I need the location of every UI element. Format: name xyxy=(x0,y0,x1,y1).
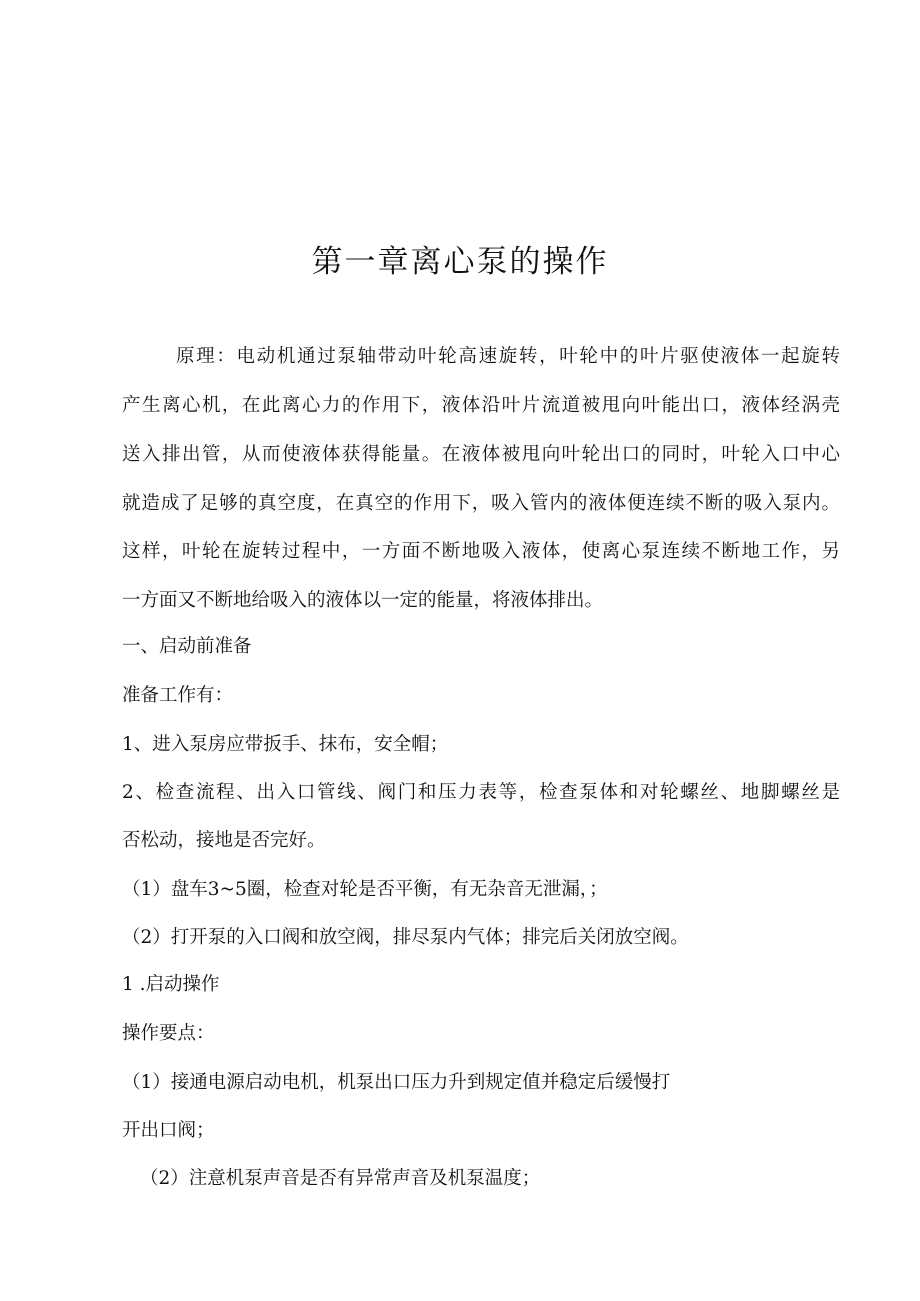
chapter-title: 第一章离心泵的操作 xyxy=(311,244,609,280)
prep-sub-item-1: （1）盘车3~5圈，检查对轮是否平衡，有无杂音无泄漏，； xyxy=(122,879,608,900)
section-heading-start: 1 .启动操作 xyxy=(122,974,220,995)
op-item-2: （2）注意机泵声音是否有异常声音及机泵温度； xyxy=(140,1168,541,1189)
principle-line-3: 送入排出管，从而使液体获得能量。在液体被甩向叶轮出口的同时，叶轮入口中心 xyxy=(122,444,840,465)
op-item-1-line-2: 开出口阀； xyxy=(122,1120,215,1141)
op-intro: 操作要点： xyxy=(122,1023,215,1044)
principle-line-4: 就造成了足够的真空度，在真空的作用下，吸入管内的液体便连续不断的吸入泵内。 xyxy=(122,493,840,514)
principle-line-1: 原理：电动机通过泵轴带动叶轮高速旋转，叶轮中的叶片驱使液体一起旋转 xyxy=(176,346,840,367)
principle-line-2: 产生离心机，在此离心力的作用下，液体沿叶片流道被甩向叶能出口，液体经涡壳 xyxy=(122,395,840,416)
prep-item-2-line-2: 否松动，接地是否完好。 xyxy=(122,830,326,851)
prep-sub-item-2: （2）打开泵的入口阀和放空阀，排尽泵内气体；排完后关闭放空阀。 xyxy=(122,927,689,948)
section-heading-prep: 一、启动前准备 xyxy=(122,636,252,657)
principle-line-5: 这样，叶轮在旋转过程中，一方面不断地吸入液体，使离心泵连续不断地工作，另 xyxy=(122,541,840,562)
op-item-1-line-1: （1）接通电源启动电机，机泵出口压力升到规定值并稳定后缓慢打 xyxy=(122,1072,671,1093)
prep-intro: 准备工作有： xyxy=(122,685,234,706)
principle-line-6: 一方面又不断地给吸入的液体以一定的能量，将液体排出。 xyxy=(122,590,604,611)
prep-item-2-line-1: 2、检查流程、出入口管线、阀门和压力表等，检查泵体和对轮螺丝、地脚螺丝是 xyxy=(122,782,840,803)
prep-item-1: 1、进入泵房应带扳手、抹布，安全帽； xyxy=(122,734,449,755)
